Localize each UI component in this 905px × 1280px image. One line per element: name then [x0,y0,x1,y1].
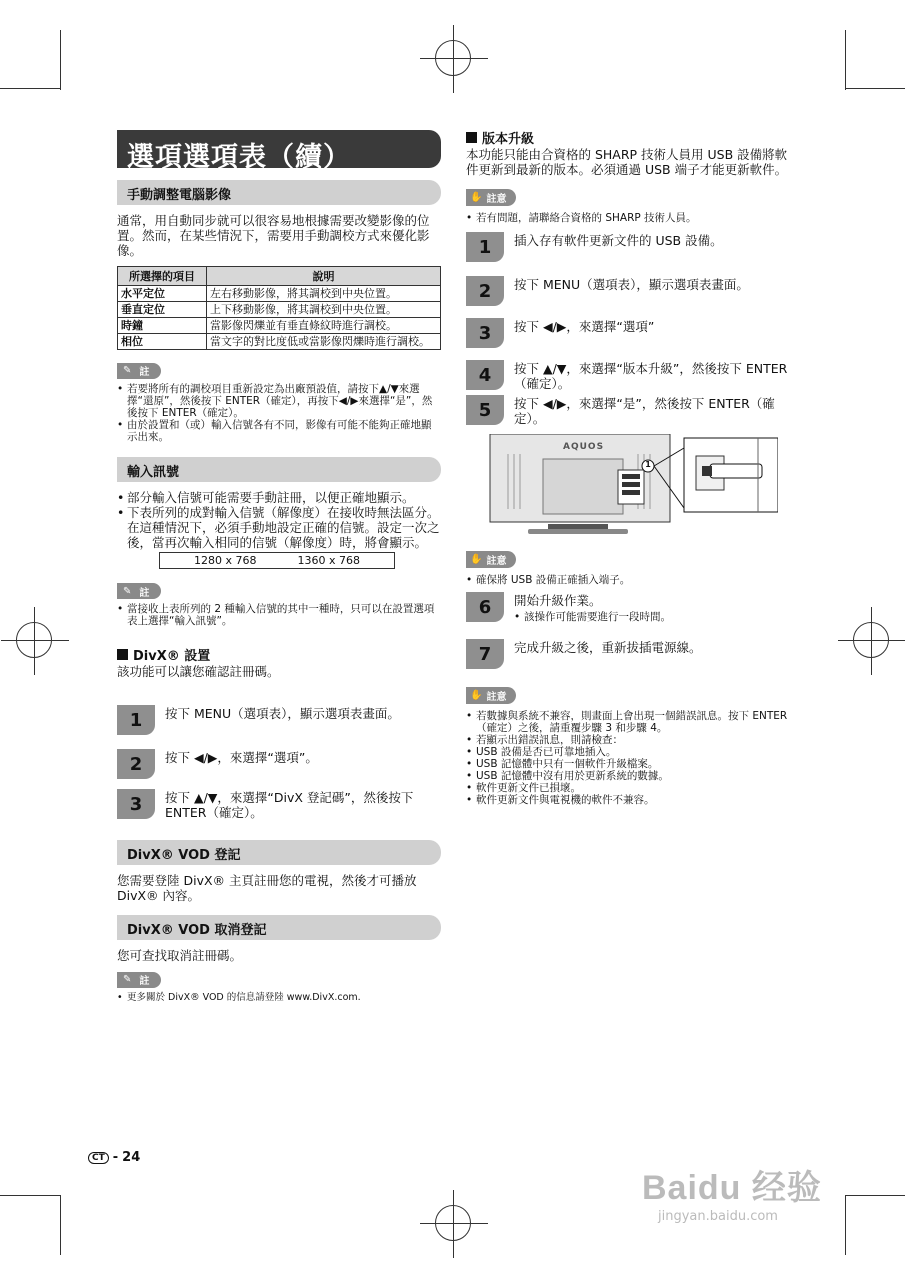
list-item: • 由於設置和（或）輸入信號各有不同，影像有可能不能夠正確地顯示出來。 [117,419,441,443]
section-heading-manual-adjust: 手動調整電腦影像 [117,180,441,205]
tv-back-panel-illustration [488,434,778,539]
callout-number: 1 [645,460,651,469]
usb-caution-list [466,574,792,586]
list-item: • 若有問題，請聯絡合資格的 SHARP 技術人員。 [466,212,792,224]
step-text: 按下 MENU（選項表），顯示選項表畫面。 [165,706,400,721]
error-caution-list [466,710,792,746]
watermark-url: jingyan.baidu.com [658,1209,778,1224]
table-row [118,286,441,302]
step-number: 4 [466,360,504,390]
table-cell: 相位 [118,334,207,350]
table-row [118,302,441,318]
resolution-box [159,552,395,569]
manual-adjust-notes [117,383,441,443]
step-text: 按下 ◀/▶，來選擇“是”，然後按下 ENTER（確定）。 [514,396,775,426]
divx-setup-intro: 該功能可以讓您確認註冊碼。 [117,664,280,679]
caution-badge [466,551,516,568]
step-text: 完成升級之後，重新拔插電源線。 [514,640,702,655]
step-number: 1 [117,705,155,735]
crop-mark [60,1195,61,1255]
step [466,395,792,426]
square-bullet-icon [117,649,128,660]
divx-setup-heading [117,645,441,664]
check-list [466,746,792,806]
heading-text: 版本升級 [482,132,535,147]
step-number: 2 [466,276,504,306]
resolution-value: 1360 x 768 [297,553,360,567]
table-cell: 垂直定位 [118,302,207,318]
watermark [642,1160,822,1224]
step-text: 插入存有軟件更新文件的 USB 設備。 [514,233,723,248]
step [117,789,441,820]
registration-mark [853,622,889,658]
note-label: 註 [139,976,150,987]
right-column [466,128,792,806]
language-badge: CT [88,1152,109,1164]
heading-text: DivX® 設置 [133,649,211,664]
note-badge [117,583,161,599]
upgrade-heading [466,128,792,147]
step-number: 3 [466,318,504,348]
step-content [504,592,671,623]
divx-vod-dereg-text: 您可查找取消註冊碼。 [117,948,243,963]
step [466,639,792,669]
crop-mark [0,1195,60,1196]
step-number: 1 [466,232,504,262]
list-item: • 當接收上表所列的 2 種輸入信號的其中一種時，只可以在設置選項表上選擇“輸入訊號”。 [117,603,441,627]
hand-icon: ✋ [470,192,483,203]
list-item: • 更多關於 DivX® VOD 的信息請登陸 www.DivX.com. [117,992,441,1004]
list-item: • 軟件更新文件已損壞。 [466,782,792,794]
tv-usb-illustration [488,434,778,539]
adjust-table [117,266,441,350]
registration-mark [435,40,471,76]
note-label: 註 [139,587,150,599]
note-label: 註 [139,367,150,378]
table-cell: 當文字的對比度低或當影像閃爍時進行調校。 [207,334,441,350]
table-header: 說明 [207,267,441,286]
note-badge [117,972,161,988]
hand-icon: ✋ [470,554,483,565]
crop-mark [845,88,905,89]
step [466,592,792,623]
step [466,318,792,348]
step-sub-list [514,611,671,623]
caution-label: 註意 [486,692,507,703]
note-badge [117,363,161,379]
list-item: • 部分輸入信號可能需要手動註冊，以便正確地顯示。 [117,490,441,505]
step-number: 3 [117,789,155,819]
list-item: • USB 記憶體中沒有用於更新系統的數據。 [466,770,792,782]
caution-label: 註意 [486,556,507,567]
crop-mark [845,1195,846,1255]
step [466,232,792,262]
manual-adjust-intro: 通常，用自動同步就可以很容易地根據需要改變影像的位置。然而，在某些情況下，需要用手動調校方式來優化影像。 [117,213,430,258]
step-text: 按下 ◀/▶，來選擇“選項” [514,319,655,334]
caution-badge [466,687,516,704]
step-number: 7 [466,639,504,669]
pencil-icon: ✎ [123,365,132,376]
table-cell: 上下移動影像，將其調校到中央位置。 [207,302,441,318]
input-signal-notes [117,603,441,627]
list-item: • 軟件更新文件與電視機的軟件不兼容。 [466,794,792,806]
table-row [118,334,441,350]
divx-vod-dereg-notes [117,992,441,1004]
step-text: 開始升級作業。 [514,593,602,608]
list-item: • USB 記憶體中只有一個軟件升級檔案。 [466,758,792,770]
step-number: 2 [117,749,155,779]
step-text: 按下 ◀/▶，來選擇“選項”。 [165,750,318,765]
list-item: • 若要將所有的調校項目重新設定為出廠預設值，請按下▲/▼來選擇“還原”，然後按下 ENTER（確定），再按下◀/▶來選擇“是”，然後按下 ENTER（確定）。 [117,383,441,419]
step-text: 按下 MENU（選項表），顯示選項表畫面。 [514,277,749,292]
list-item: • 若數據與系統不兼容，則畫面上會出現一個錯誤訊息。按下 ENTER（確定）之後，請重覆步驟 3 和步驟 4。 [466,710,792,734]
table-cell: 水平定位 [118,286,207,302]
step [117,705,441,735]
pencil-icon: ✎ [123,585,132,597]
crop-mark [845,1195,905,1196]
step-text: 按下 ▲/▼，來選擇“DivX 登記碼”，然後按下 ENTER（確定）。 [165,790,414,820]
section-heading-input-signal: 輸入訊號 [117,457,441,482]
registration-mark [435,1205,471,1241]
upgrade-intro: 本功能只能由合資格的 SHARP 技術人員用 USB 設備將軟件更新到最新的版本。必須通過 USB 端子才能更新軟件。 [466,147,788,177]
upgrade-caution-list [466,212,792,224]
table-cell: 時鐘 [118,318,207,334]
divx-vod-reg-text: 您需要登陸 DivX® 主頁註冊您的電視，然後才可播放 DivX® 內容。 [117,873,417,903]
left-column [117,130,441,1004]
watermark-logo: Baidu 经验 [642,1169,822,1207]
tv-brand-label: AQUOS [563,442,605,452]
page-footer [88,1150,140,1165]
table-header: 所選擇的項目 [118,267,207,286]
crop-mark [0,88,60,89]
table-cell: 左右移動影像，將其調校到中央位置。 [207,286,441,302]
step [117,749,441,779]
step-number: 5 [466,395,504,425]
registration-mark [16,622,52,658]
list-item: • 若顯示出錯誤訊息，則請檢查： [466,734,792,746]
table-cell: 當影像閃爍並有垂直條紋時進行調校。 [207,318,441,334]
section-heading-divx-vod-dereg: DivX® VOD 取消登記 [117,915,441,940]
list-item: • 該操作可能需要進行一段時間。 [514,611,671,623]
step-text: 按下 ▲/▼，來選擇“版本升級”，然後按下 ENTER（確定）。 [514,361,788,391]
step [466,360,792,391]
dash: - [112,1150,119,1165]
hand-icon: ✋ [470,690,483,701]
caution-badge [466,189,516,206]
list-item: • 下表所列的成對輸入信號（解像度）在接收時無法區分。在這種情況下，必須手動地設定正確的信號。設定一次之後，當再次輸入相同的信號（解像度）時，將會顯示。 [117,505,441,550]
square-bullet-icon [466,132,477,143]
crop-mark [60,30,61,90]
list-item: • USB 設備是否已可靠地插入。 [466,746,792,758]
caution-label: 註意 [486,194,507,205]
table-row [118,318,441,334]
table-header-row [118,267,441,286]
resolution-value: 1280 x 768 [194,553,257,567]
step [466,276,792,306]
step-number: 6 [466,592,504,622]
pencil-icon: ✎ [123,974,132,985]
crop-mark [845,30,846,90]
input-signal-bullets [117,490,441,550]
list-item: • 確保將 USB 設備正確插入端子。 [466,574,792,586]
section-heading-divx-vod-reg: DivX® VOD 登記 [117,840,441,865]
page-title: 選項選項表（續） [117,130,441,168]
page-number: 24 [122,1150,141,1165]
